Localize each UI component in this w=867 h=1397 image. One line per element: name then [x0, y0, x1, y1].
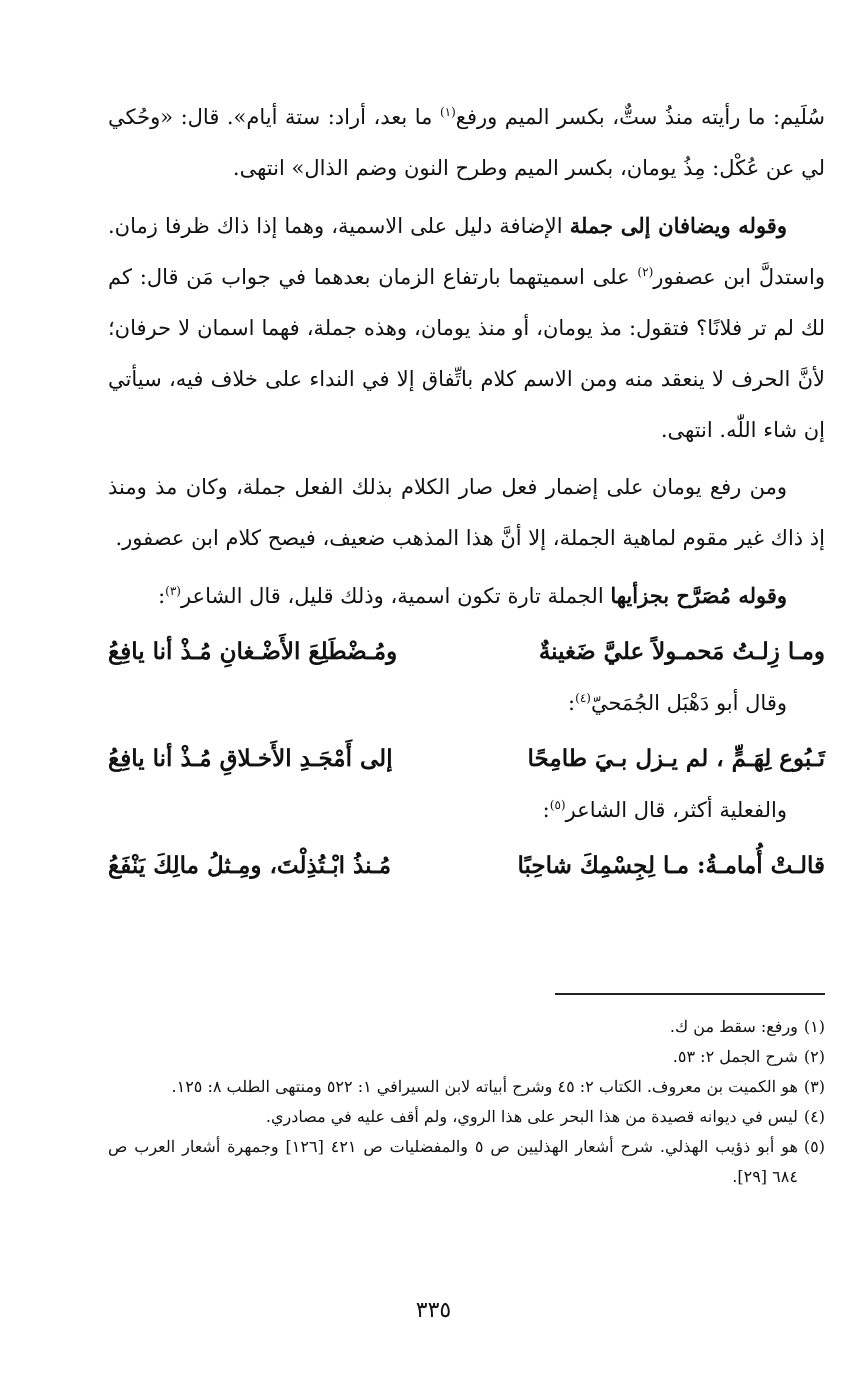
footnotes — [108, 1012, 825, 1192]
footnote-separator — [555, 993, 825, 995]
paragraph-4-text-a: الجملة تارة تكون اسمية، وذلك قليل، قال الشاعر — [180, 584, 611, 608]
paragraph-3 — [108, 462, 825, 564]
footnote-ref-4: (٤) — [575, 691, 591, 705]
verse-2 — [108, 733, 825, 785]
footnote-5 — [108, 1132, 825, 1192]
verse-1-second-hemistich: ومُـضْطَلِعَ الأَضْـغانِ مُـذْ أنا يافِعُ — [108, 638, 398, 665]
footnote-text: ليس في ديوانه قصيدة من هذا البحر على هذا الروي، ولم أقف عليه في مصادري. — [265, 1107, 798, 1126]
page-number: ٣٣٥ — [415, 1298, 452, 1323]
paragraph-5-text-b: : — [568, 691, 576, 715]
verse-3-first-hemistich: قالـتْ أُمامـةُ: مـا لِجِسْمِكَ شاحِبًا — [517, 852, 825, 879]
footnote-number: (٣) — [803, 1077, 825, 1096]
footnote-number: (٤) — [803, 1107, 825, 1126]
paragraph-2-lemma: وقوله ويضافان إلى جملة — [569, 213, 787, 238]
footnote-text: ورفع: سقط من ك. — [669, 1017, 798, 1036]
paragraph-1-text-b: ما بعد، أراد: ستة أيام». قال: «وحُكي لي عن عُكْل: مِذُ يومان، بكسر الميم وطرح النون وضم الذال» انتهى. — [108, 105, 825, 180]
footnote-text: هو أبو ذؤيب الهذلي. شرح أشعار الهذليين ص ٥ والمفضليات ص ٤٢١ [١٢٦] وجمهرة أشعار العرب ص ٦٨٤ [٢٩]. — [108, 1137, 798, 1186]
paragraph-2 — [108, 200, 825, 456]
verse-1 — [108, 626, 825, 678]
paragraph-1-text-a: سُلَيم: ما رأيته منذُ ستٌّ، بكسر الميم ورفع — [455, 105, 825, 129]
main-text — [108, 92, 825, 892]
footnote-1 — [108, 1012, 825, 1042]
footnote-ref-5: (٥) — [549, 798, 566, 812]
paragraph-6-text-a: والفعلية أكثر، قال الشاعر — [565, 798, 787, 822]
paragraph-5-text-a: وقال أبو دَهْبَل الجُمَحيّ — [590, 691, 787, 715]
footnote-text: شرح الجمل ٢: ٥٣. — [672, 1047, 798, 1066]
paragraph-4-lemma: وقوله مُصَرَّح بجزأيها — [610, 583, 787, 608]
verse-1-first-hemistich: ومـا زِلـتُ مَحمـولاً عليَّ ضَغينةٌ — [538, 638, 825, 665]
paragraph-2-text-a: الإضافة دليل على الاسمية، وهما إذا ذاك ظرفا زمان. واستدلَّ ابن عصفور — [108, 214, 826, 289]
paragraph-2-text-b: على اسميتهما بارتفاع الزمان بعدهما في جواب مَن قال: كم لك لم تر فلانًا؟ فتقول: مذ يومان، أو منذ يومان، وهذه جملة، فهما اسمان لا حرفان؛ لأنَّ الحرف لا ينعقد منه ومن الاسم كلام باتِّفاق إلا في النداء على خلاف فيه، سيأتي إن شاء اللّٰه. انتهى. — [108, 265, 825, 442]
footnote-4 — [108, 1102, 825, 1132]
paragraph-3-text: ومن رفع يومان على إضمار فعل صار الكلام بذلك الفعل جملة، وكان مذ ومنذ إذ ذاك غير مقوم لماهية الجملة، إلا أنَّ هذا المذهب ضعيف، فيصح كلام ابن عصفور. — [108, 475, 825, 550]
footnote-number: (٢) — [803, 1047, 825, 1066]
footnote-3 — [108, 1072, 825, 1102]
footnote-number: (١) — [803, 1017, 825, 1036]
footnote-number: (٥) — [803, 1137, 825, 1156]
paragraph-6 — [108, 785, 825, 836]
footnote-ref-3: (٣) — [165, 584, 181, 598]
paragraph-4-text-b: : — [158, 584, 166, 608]
footnote-2 — [108, 1042, 825, 1072]
verse-2-first-hemistich: تَـبُوع لِهَـمٍّ ، لم يـزل بـيَ طامِحًا — [527, 745, 825, 772]
footnote-ref-2: (٢) — [637, 265, 654, 279]
verse-3-second-hemistich: مُـنذُ ابْـتُذِلْتَ، ومِـثلُ مالِكَ يَنْفَعُ — [108, 852, 392, 879]
paragraph-6-text-b: : — [542, 798, 550, 822]
paragraph-4 — [108, 570, 825, 622]
verse-3 — [108, 840, 825, 892]
footnote-text: هو الكميت بن معروف. الكتاب ٢: ٤٥ وشرح أبياته لابن السيرافي ١: ٥٢٢ ومنتهى الطلب ٨: ١٢٥. — [171, 1077, 798, 1096]
footnote-ref-1: (١) — [439, 105, 456, 119]
paragraph-1 — [108, 92, 825, 194]
verse-2-second-hemistich: إلى أَمْجَـدِ الأَخـلاقِ مُـذْ أنا يافِعُ — [108, 745, 393, 772]
paragraph-5 — [108, 678, 825, 729]
